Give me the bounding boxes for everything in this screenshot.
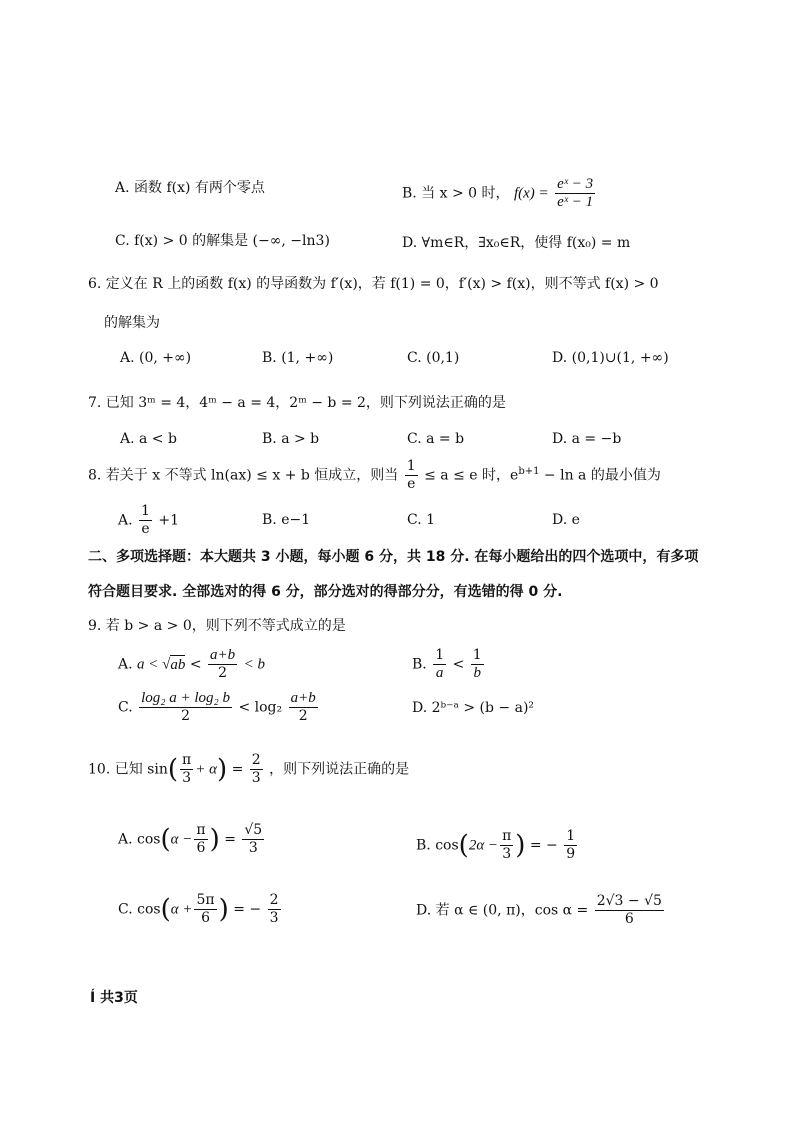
- q8-stem-part-a: 8. 若关于 x 不等式 ln(ax) ≤ x + b 恒成立，则当: [88, 467, 399, 484]
- q10-stem-result: [250, 752, 263, 787]
- q5-option-b-fraction: [555, 176, 595, 211]
- q10-option-d-pre: D. 若 α ∈ (0, π)，cos α =: [416, 902, 589, 919]
- q10-option-c-angle-den: 6: [201, 910, 210, 926]
- q10-option-a: [118, 822, 266, 857]
- q9-option-b-den2: b: [473, 665, 481, 681]
- q8-stem-fraction-den: e: [407, 476, 416, 492]
- q10-stem-alpha: + α: [195, 761, 217, 778]
- page-footer: Í 共3页: [90, 990, 138, 1006]
- q10-option-b-angle-num: π: [502, 828, 512, 844]
- q10-option-c-result-num: 2: [269, 892, 279, 908]
- q9-option-a-radicand: ab: [170, 656, 186, 673]
- q7-option-a: A. a < b: [120, 431, 177, 447]
- q9-option-c-fraction2: [289, 690, 318, 725]
- q10-stem: [88, 752, 409, 787]
- q10-option-a-result: [242, 822, 264, 857]
- q5-option-a: A. 函数 f(x) 有两个零点: [115, 180, 265, 196]
- section2-heading-line1: 二、多项选择题：本大题共 3 小题，每小题 6 分，共 18 分. 在每小题给出的四个选项中，有多项: [88, 549, 699, 565]
- q10-option-c-angle: [194, 892, 216, 927]
- q10-option-d-num: 2√3 − √5: [596, 893, 662, 909]
- q8-option-a-den: e: [141, 521, 150, 537]
- q7-option-b: B. a > b: [262, 431, 320, 447]
- q10-option-a-angle-den: 6: [196, 840, 206, 856]
- q10-option-a-left-paren: (: [160, 824, 171, 855]
- q9-option-d: D. 2ᵇ⁻ᵃ > (b − a)²: [412, 700, 535, 716]
- q8-stem-exponent: b+1: [518, 465, 540, 477]
- q8-stem: [88, 458, 661, 493]
- q9-option-a-tail: < b: [243, 656, 265, 673]
- q9-option-b-lt: <: [452, 656, 465, 673]
- q10-stem-fraction: [180, 752, 193, 787]
- q9-option-c-den: 2: [181, 708, 191, 724]
- q10-option-b-angle-den: 3: [502, 846, 512, 862]
- q5-option-b: [402, 176, 597, 211]
- q7-option-c: C. a = b: [407, 431, 465, 447]
- q10-option-b-left-paren: (: [458, 830, 469, 861]
- q9-option-a: [118, 647, 265, 682]
- q9-option-b-fraction1: [433, 647, 446, 682]
- q6-option-a: A. (0, +∞): [120, 350, 192, 366]
- q10-option-a-angle: [194, 822, 207, 857]
- q7-option-d: D. a = −b: [552, 431, 622, 447]
- q10-option-a-right-paren: ): [209, 824, 220, 855]
- q10-option-c-right-paren: ): [218, 894, 229, 925]
- q10-option-b-angle: [500, 828, 513, 863]
- q5-option-b-numerator: eˣ − 3: [557, 176, 594, 192]
- q10-option-a-label: A. cos: [118, 831, 161, 848]
- q9-option-a-lt: <: [189, 656, 202, 673]
- q9-option-c: [118, 690, 320, 725]
- q8-stem-fraction: [405, 458, 418, 493]
- q8-option-d: D. e: [552, 512, 580, 528]
- q10-stem-pre: 10. 已知 sin: [88, 761, 168, 778]
- q8-option-a-label: A.: [118, 512, 133, 529]
- q10-option-c-eq: = −: [233, 901, 262, 918]
- q8-option-b: B. e−1: [262, 512, 311, 528]
- q6-stem-line1: 6. 定义在 R 上的函数 f(x) 的导函数为 f′(x)，若 f(1) = 0，f′(x) > f(x)，则不等式 f(x) > 0: [88, 276, 659, 292]
- q10-option-b-result: [564, 828, 577, 863]
- q9-stem: 9. 若 b > a > 0，则下列不等式成立的是: [88, 618, 346, 634]
- section2-heading-line2: 符合题目要求. 全部选对的得 6 分，部分选对的得部分分，有选错的得 0 分.: [88, 584, 563, 600]
- q7-stem: 7. 已知 3ᵐ = 4，4ᵐ − a = 4，2ᵐ − b = 2，则下列说法正确的是: [88, 395, 506, 411]
- q10-option-a-eq: =: [224, 831, 236, 848]
- q10-option-b-eq: = −: [529, 837, 558, 854]
- q6-option-d: D. (0,1)∪(1, +∞): [552, 350, 669, 366]
- q8-option-a-tail: +1: [158, 512, 180, 529]
- q8-option-a-num: 1: [141, 503, 150, 519]
- q10-option-a-result-den: 3: [248, 840, 258, 856]
- q10-stem-result-den: 3: [251, 770, 261, 786]
- q9-option-b-num1: 1: [435, 647, 445, 663]
- q9-option-b-fraction2: [471, 647, 484, 682]
- q9-option-a-num: a+b: [210, 647, 236, 663]
- q9-option-c-num: log₂ a + log₂ b: [141, 690, 231, 706]
- q10-stem-right-paren: ): [216, 754, 228, 785]
- q9-option-c-mid: < log₂: [238, 699, 283, 716]
- q9-option-a-fraction: [208, 647, 237, 682]
- q8-stem-part-b: ≤ a ≤ e 时，e: [424, 467, 519, 484]
- q8-option-a: [118, 503, 179, 538]
- q10-option-d: [416, 893, 666, 928]
- q9-option-c-den2: 2: [298, 708, 308, 724]
- q10-stem-den: 3: [182, 770, 192, 786]
- q10-option-c-result: [268, 892, 281, 927]
- q10-option-b-right-paren: ): [515, 830, 526, 861]
- q8-option-c: C. 1: [407, 512, 436, 528]
- q10-option-c-alpha: α +: [170, 901, 193, 918]
- q10-option-c-label: C. cos: [118, 901, 161, 918]
- q10-option-d-fraction: [595, 893, 664, 928]
- q10-option-b: [416, 828, 579, 863]
- q10-option-c: [118, 892, 283, 927]
- q6-option-c: C. (0,1): [407, 350, 460, 366]
- q10-option-b-label: B. cos: [416, 837, 459, 854]
- q10-option-d-den: 6: [624, 911, 634, 927]
- q5-option-b-denominator: eˣ − 1: [557, 194, 594, 210]
- q9-option-a-label: A.: [118, 656, 133, 673]
- q9-option-c-label: C.: [118, 699, 133, 716]
- q10-option-a-result-num: √5: [244, 822, 263, 838]
- q9-option-a-den: 2: [218, 665, 228, 681]
- q9-option-b: [412, 647, 486, 682]
- q10-option-c-left-paren: (: [160, 894, 171, 925]
- q10-option-b-result-den: 9: [566, 846, 576, 862]
- q5-option-b-fx: f(x) =: [513, 185, 549, 202]
- q10-option-a-angle-num: π: [196, 822, 206, 838]
- q10-option-c-result-den: 3: [269, 910, 279, 926]
- q10-stem-eq: =: [231, 761, 244, 778]
- q10-stem-post: ，则下列说法正确的是: [269, 761, 410, 778]
- q9-option-b-den1: a: [435, 665, 444, 681]
- q5-option-d: D. ∀m∈R，∃x₀∈R，使得 f(x₀) = m: [402, 235, 631, 251]
- q9-option-a-pre: a < √: [137, 656, 171, 673]
- q6-option-b: B. (1, +∞): [262, 350, 334, 366]
- q9-option-c-num2: a+b: [290, 690, 316, 706]
- q8-stem-fraction-num: 1: [406, 458, 416, 474]
- q10-stem-num: π: [182, 752, 192, 768]
- q10-option-a-alpha: α −: [170, 831, 193, 848]
- q9-option-b-num2: 1: [472, 647, 482, 663]
- q9-option-b-label: B.: [412, 656, 427, 673]
- q10-stem-result-num: 2: [251, 752, 261, 768]
- q6-stem-line2: 的解集为: [104, 315, 160, 331]
- q8-stem-part-c: − ln a 的最小值为: [543, 467, 661, 484]
- q10-option-b-alpha: 2α −: [468, 837, 499, 854]
- q5-option-c: C. f(x) > 0 的解集是 (−∞, −ln3): [115, 233, 330, 249]
- q9-option-c-fraction: [139, 690, 232, 725]
- q10-option-b-result-num: 1: [566, 828, 576, 844]
- q8-option-a-fraction: [139, 503, 152, 538]
- q10-option-c-angle-num: 5π: [196, 892, 215, 908]
- q10-stem-left-paren: (: [167, 754, 178, 785]
- q5-option-b-prefix: B. 当 x > 0 时，: [402, 185, 510, 202]
